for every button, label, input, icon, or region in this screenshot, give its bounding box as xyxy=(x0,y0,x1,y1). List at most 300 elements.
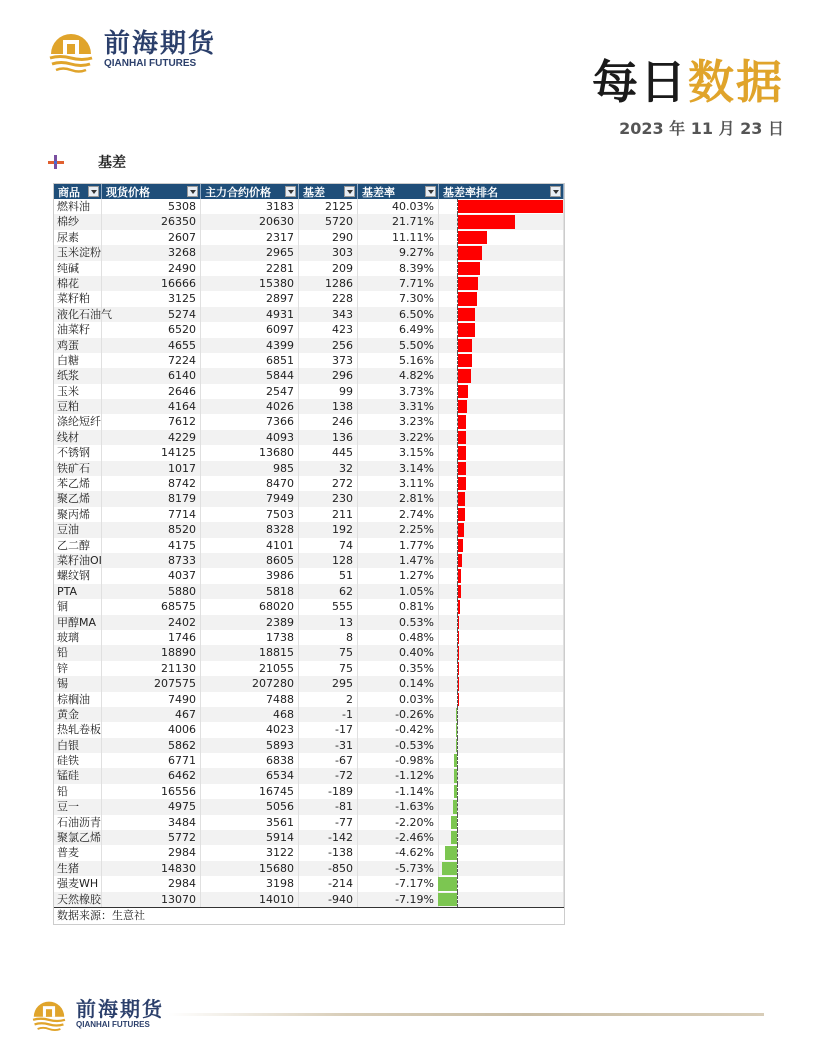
basis-cell: -77 xyxy=(299,815,358,830)
basis-rate-bar xyxy=(458,554,462,567)
basis-rate-cell: -0.26% xyxy=(358,707,439,722)
spot-price-cell: 8520 xyxy=(102,522,201,537)
table-row xyxy=(54,491,564,506)
basis-rate-bar xyxy=(438,893,457,906)
basis-rate-cell: 1.47% xyxy=(358,553,439,568)
table-row xyxy=(54,861,564,876)
table-row xyxy=(54,630,564,645)
basis-rate-bar xyxy=(445,846,457,859)
basis-rate-cell: 0.35% xyxy=(358,661,439,676)
basis-rank-cell xyxy=(439,661,564,676)
futures-price-cell: 3122 xyxy=(201,845,299,860)
futures-price-cell: 16745 xyxy=(201,784,299,799)
bar-axis xyxy=(457,845,458,860)
spot-price-cell: 3484 xyxy=(102,815,201,830)
basis-rate-bar xyxy=(458,523,464,536)
basis-rate-cell: 11.11% xyxy=(358,230,439,245)
spot-price-cell: 1746 xyxy=(102,630,201,645)
basis-rate-cell: 3.14% xyxy=(358,461,439,476)
basis-cell: 343 xyxy=(299,307,358,322)
basis-rate-cell: 0.14% xyxy=(358,676,439,691)
table-row xyxy=(54,261,564,276)
spot-price-cell: 4037 xyxy=(102,568,201,583)
futures-price-cell: 14010 xyxy=(201,892,299,907)
commodity-cell: 铅 xyxy=(54,784,102,799)
commodity-cell: PTA xyxy=(54,584,102,599)
basis-rate-bar xyxy=(458,662,459,675)
basis-rank-cell xyxy=(439,507,564,522)
table-row xyxy=(54,784,564,799)
commodity-cell: 尿素 xyxy=(54,230,102,245)
table-row xyxy=(54,476,564,491)
commodity-cell: 天然橡胶 xyxy=(54,892,102,907)
futures-price-cell: 5818 xyxy=(201,584,299,599)
commodity-cell: 白银 xyxy=(54,738,102,753)
basis-rate-cell: 3.23% xyxy=(358,414,439,429)
basis-rank-cell xyxy=(439,676,564,691)
basis-rank-cell xyxy=(439,461,564,476)
basis-rank-cell xyxy=(439,599,564,614)
table-row xyxy=(54,799,564,814)
basis-rank-cell xyxy=(439,276,564,291)
basis-cell: 246 xyxy=(299,414,358,429)
spot-price-cell: 2402 xyxy=(102,615,201,630)
basis-rate-bar xyxy=(458,246,482,259)
basis-cell: -142 xyxy=(299,830,358,845)
spot-price-cell: 4229 xyxy=(102,430,201,445)
basis-cell: -72 xyxy=(299,768,358,783)
basis-rank-cell xyxy=(439,384,564,399)
table-row xyxy=(54,538,564,553)
spot-price-cell: 5274 xyxy=(102,307,201,322)
futures-price-cell: 68020 xyxy=(201,599,299,614)
bar-axis xyxy=(457,722,458,737)
table-body xyxy=(54,199,564,907)
futures-price-cell: 4101 xyxy=(201,538,299,553)
spot-price-cell: 3268 xyxy=(102,245,201,260)
futures-price-cell: 15380 xyxy=(201,276,299,291)
filter-dropdown-icon[interactable] xyxy=(550,186,561,197)
basis-cell: -214 xyxy=(299,876,358,891)
spot-price-cell: 6140 xyxy=(102,368,201,383)
table-row xyxy=(54,199,564,214)
futures-price-cell: 7503 xyxy=(201,507,299,522)
basis-rank-cell xyxy=(439,291,564,306)
basis-rate-cell: -5.73% xyxy=(358,861,439,876)
basis-rate-cell: -7.19% xyxy=(358,892,439,907)
commodity-cell: 热轧卷板 xyxy=(54,722,102,737)
commodity-cell: 油菜籽 xyxy=(54,322,102,337)
basis-cell: -138 xyxy=(299,845,358,860)
spot-price-cell: 16666 xyxy=(102,276,201,291)
basis-rate-cell: 40.03% xyxy=(358,199,439,214)
basis-cell: 423 xyxy=(299,322,358,337)
table-row xyxy=(54,430,564,445)
filter-dropdown-icon[interactable] xyxy=(285,186,296,197)
basis-rate-cell: -4.62% xyxy=(358,845,439,860)
basis-rate-cell: 21.71% xyxy=(358,214,439,229)
basis-cell: 13 xyxy=(299,615,358,630)
table-row xyxy=(54,353,564,368)
futures-price-cell: 5056 xyxy=(201,799,299,814)
basis-rank-cell xyxy=(439,768,564,783)
basis-cell: 136 xyxy=(299,430,358,445)
basis-rate-cell: 0.40% xyxy=(358,645,439,660)
basis-rate-bar xyxy=(458,231,487,244)
table-row xyxy=(54,553,564,568)
futures-price-cell: 5914 xyxy=(201,830,299,845)
filter-dropdown-icon[interactable] xyxy=(425,186,436,197)
basis-rate-cell: -2.20% xyxy=(358,815,439,830)
futures-price-cell: 3198 xyxy=(201,876,299,891)
commodity-cell: 液化石油气 xyxy=(54,307,102,322)
futures-price-cell: 4399 xyxy=(201,338,299,353)
spot-price-cell: 5880 xyxy=(102,584,201,599)
spot-price-cell: 5308 xyxy=(102,199,201,214)
commodity-cell: 螺纹钢 xyxy=(54,568,102,583)
futures-price-cell: 6838 xyxy=(201,753,299,768)
basis-rank-cell xyxy=(439,338,564,353)
section-heading xyxy=(48,152,126,172)
basis-rank-cell xyxy=(439,876,564,891)
basis-rate-cell: 4.82% xyxy=(358,368,439,383)
basis-rate-bar xyxy=(451,816,457,829)
basis-rate-bar xyxy=(456,723,457,736)
spot-price-cell: 2984 xyxy=(102,876,201,891)
futures-price-cell: 7949 xyxy=(201,491,299,506)
basis-rate-cell: -1.12% xyxy=(358,768,439,783)
table-row xyxy=(54,214,564,229)
basis-rate-bar xyxy=(458,431,466,444)
spot-price-cell: 5772 xyxy=(102,830,201,845)
futures-price-cell: 5893 xyxy=(201,738,299,753)
commodity-cell: 苯乙烯 xyxy=(54,476,102,491)
commodity-cell: 聚氯乙烯 xyxy=(54,830,102,845)
commodity-cell: 燃料油 xyxy=(54,199,102,214)
section-title: 基差 xyxy=(98,155,126,171)
basis-rate-cell: -0.98% xyxy=(358,753,439,768)
commodity-cell: 涤纶短纤 xyxy=(54,414,102,429)
spot-price-cell: 1017 xyxy=(102,461,201,476)
footer-emblem-icon xyxy=(30,994,68,1032)
basis-rate-cell: 2.74% xyxy=(358,507,439,522)
table-row xyxy=(54,338,564,353)
basis-rate-cell: 0.03% xyxy=(358,692,439,707)
page-title-part2: 数据 xyxy=(688,55,784,109)
futures-price-cell: 18815 xyxy=(201,645,299,660)
basis-rank-cell xyxy=(439,815,564,830)
commodity-cell: 豆油 xyxy=(54,522,102,537)
futures-price-cell: 2281 xyxy=(201,261,299,276)
source-row xyxy=(54,907,564,924)
basis-rate-bar xyxy=(458,400,467,413)
futures-price-cell: 6534 xyxy=(201,768,299,783)
table-row xyxy=(54,384,564,399)
basis-rate-cell: 2.25% xyxy=(358,522,439,537)
basis-rate-bar xyxy=(458,477,466,490)
basis-rate-bar xyxy=(438,877,457,890)
commodity-cell: 玉米 xyxy=(54,384,102,399)
basis-rate-cell: -1.14% xyxy=(358,784,439,799)
spot-price-cell: 8733 xyxy=(102,553,201,568)
futures-price-cell: 2547 xyxy=(201,384,299,399)
commodity-cell: 不锈钢 xyxy=(54,445,102,460)
bar-axis xyxy=(457,707,458,722)
commodity-cell: 纯碱 xyxy=(54,261,102,276)
basis-cell: 230 xyxy=(299,491,358,506)
footer-divider xyxy=(168,1013,764,1016)
basis-cell: -850 xyxy=(299,861,358,876)
basis-rank-cell xyxy=(439,784,564,799)
spot-price-cell: 16556 xyxy=(102,784,201,799)
table-row xyxy=(54,322,564,337)
futures-price-cell: 3561 xyxy=(201,815,299,830)
basis-rank-cell xyxy=(439,630,564,645)
futures-price-cell: 6097 xyxy=(201,322,299,337)
futures-price-cell: 3986 xyxy=(201,568,299,583)
bar-axis xyxy=(457,876,458,891)
bar-axis xyxy=(457,892,458,907)
basis-rank-cell xyxy=(439,738,564,753)
basis-cell: 555 xyxy=(299,599,358,614)
table-row xyxy=(54,507,564,522)
spot-price-cell: 4006 xyxy=(102,722,201,737)
commodity-cell: 黄金 xyxy=(54,707,102,722)
basis-rate-cell: 3.31% xyxy=(358,399,439,414)
spot-price-cell: 7490 xyxy=(102,692,201,707)
basis-cell: 445 xyxy=(299,445,358,460)
spot-price-cell: 18890 xyxy=(102,645,201,660)
basis-rate-bar xyxy=(458,200,563,213)
commodity-cell: 玻璃 xyxy=(54,630,102,645)
basis-cell: 138 xyxy=(299,399,358,414)
futures-price-cell: 4093 xyxy=(201,430,299,445)
basis-rate-bar xyxy=(458,308,475,321)
spot-price-cell: 4175 xyxy=(102,538,201,553)
basis-rate-bar xyxy=(458,616,459,629)
basis-cell: 128 xyxy=(299,553,358,568)
basis-cell: -31 xyxy=(299,738,358,753)
futures-price-cell: 4023 xyxy=(201,722,299,737)
basis-rank-cell xyxy=(439,568,564,583)
basis-rank-cell xyxy=(439,584,564,599)
brand-name-en: QIANHAI FUTURES xyxy=(104,57,197,69)
basis-rate-cell: 6.50% xyxy=(358,307,439,322)
table-row xyxy=(54,522,564,537)
basis-rank-cell xyxy=(439,322,564,337)
table-row xyxy=(54,276,564,291)
basis-rate-cell: 0.53% xyxy=(358,615,439,630)
basis-rate-cell: 7.71% xyxy=(358,276,439,291)
table-row xyxy=(54,692,564,707)
futures-price-cell: 2897 xyxy=(201,291,299,306)
commodity-cell: 石油沥青 xyxy=(54,815,102,830)
bar-axis xyxy=(457,738,458,753)
futures-price-cell: 13680 xyxy=(201,445,299,460)
spot-price-cell: 8179 xyxy=(102,491,201,506)
basis-rank-cell xyxy=(439,707,564,722)
futures-price-cell: 7366 xyxy=(201,414,299,429)
basis-cell: 62 xyxy=(299,584,358,599)
spot-price-cell: 5862 xyxy=(102,738,201,753)
commodity-cell: 乙二醇 xyxy=(54,538,102,553)
basis-rate-bar xyxy=(453,800,457,813)
filter-dropdown-icon[interactable] xyxy=(187,186,198,197)
commodity-cell: 菜籽粕 xyxy=(54,291,102,306)
basis-cell: 32 xyxy=(299,461,358,476)
table-row xyxy=(54,645,564,660)
basis-rate-cell: 2.81% xyxy=(358,491,439,506)
basis-rank-cell xyxy=(439,491,564,506)
basis-rate-bar xyxy=(458,369,471,382)
basis-rank-cell xyxy=(439,214,564,229)
basis-rate-bar xyxy=(458,415,466,428)
basis-rate-cell: 9.27% xyxy=(358,245,439,260)
basis-rate-bar xyxy=(458,262,480,275)
basis-rate-bar xyxy=(454,754,457,767)
basis-rate-bar xyxy=(458,569,461,582)
commodity-cell: 铁矿石 xyxy=(54,461,102,476)
basis-rank-cell xyxy=(439,445,564,460)
basis-rate-bar xyxy=(458,292,477,305)
futures-price-cell: 8328 xyxy=(201,522,299,537)
basis-rank-cell xyxy=(439,230,564,245)
basis-cell: 75 xyxy=(299,661,358,676)
header-spot-price: 现货价格 xyxy=(102,184,201,199)
table-row xyxy=(54,876,564,891)
spot-price-cell: 7612 xyxy=(102,414,201,429)
spot-price-cell: 6520 xyxy=(102,322,201,337)
futures-price-cell: 985 xyxy=(201,461,299,476)
basis-rate-bar xyxy=(458,539,463,552)
table-row xyxy=(54,291,564,306)
spot-price-cell: 68575 xyxy=(102,599,201,614)
basis-rate-cell: 3.11% xyxy=(358,476,439,491)
futures-price-cell: 6851 xyxy=(201,353,299,368)
basis-rate-bar xyxy=(454,785,457,798)
spot-price-cell: 7224 xyxy=(102,353,201,368)
basis-cell: 303 xyxy=(299,245,358,260)
bar-axis xyxy=(457,753,458,768)
basis-rank-cell xyxy=(439,368,564,383)
table-row xyxy=(54,230,564,245)
basis-cell: 74 xyxy=(299,538,358,553)
basis-cell: 2 xyxy=(299,692,358,707)
commodity-cell: 棕榈油 xyxy=(54,692,102,707)
basis-rate-cell: -0.53% xyxy=(358,738,439,753)
table-row xyxy=(54,584,564,599)
basis-cell: 272 xyxy=(299,476,358,491)
basis-cell: 211 xyxy=(299,507,358,522)
basis-rate-bar xyxy=(458,277,478,290)
basis-rank-cell xyxy=(439,753,564,768)
commodity-cell: 聚乙烯 xyxy=(54,491,102,506)
header-basis-rate: 基差率 xyxy=(358,184,439,199)
futures-price-cell: 20630 xyxy=(201,214,299,229)
basis-rank-cell xyxy=(439,799,564,814)
page-title xyxy=(592,46,784,112)
futures-price-cell: 21055 xyxy=(201,661,299,676)
filter-dropdown-icon[interactable] xyxy=(344,186,355,197)
section-bullet-icon xyxy=(48,155,64,169)
commodity-cell: 锌 xyxy=(54,661,102,676)
brand-logo xyxy=(46,24,216,74)
source-note: 数据来源：生意社 xyxy=(57,908,145,922)
basis-rate-cell: 1.05% xyxy=(358,584,439,599)
commodity-cell: 白糖 xyxy=(54,353,102,368)
basis-rate-cell: 3.73% xyxy=(358,384,439,399)
header-commodity: 商品 xyxy=(54,184,102,199)
bar-axis xyxy=(457,830,458,845)
basis-cell: 290 xyxy=(299,230,358,245)
report-date: 2023 年 11 月 23 日 xyxy=(619,119,784,138)
basis-rate-bar xyxy=(458,354,472,367)
table-header xyxy=(54,184,564,199)
spot-price-cell: 2984 xyxy=(102,845,201,860)
basis-rank-cell xyxy=(439,845,564,860)
basis-rank-cell xyxy=(439,522,564,537)
futures-price-cell: 207280 xyxy=(201,676,299,691)
spot-price-cell: 2646 xyxy=(102,384,201,399)
basis-rank-cell xyxy=(439,353,564,368)
table-row xyxy=(54,307,564,322)
table-row xyxy=(54,845,564,860)
spot-price-cell: 2607 xyxy=(102,230,201,245)
table-row xyxy=(54,661,564,676)
filter-dropdown-icon[interactable] xyxy=(88,186,99,197)
basis-rate-cell: 0.81% xyxy=(358,599,439,614)
table-row xyxy=(54,830,564,845)
basis-rate-cell: 7.30% xyxy=(358,291,439,306)
table-row xyxy=(54,245,564,260)
basis-rate-bar xyxy=(458,693,459,706)
spot-price-cell: 207575 xyxy=(102,676,201,691)
basis-rate-cell: 3.22% xyxy=(358,430,439,445)
footer-brand-cn: 前海期货 xyxy=(76,996,164,1021)
commodity-cell: 硅铁 xyxy=(54,753,102,768)
basis-cell: 8 xyxy=(299,630,358,645)
spot-price-cell: 8742 xyxy=(102,476,201,491)
spot-price-cell: 3125 xyxy=(102,291,201,306)
futures-price-cell: 4026 xyxy=(201,399,299,414)
futures-price-cell: 468 xyxy=(201,707,299,722)
futures-price-cell: 2965 xyxy=(201,245,299,260)
basis-cell: -940 xyxy=(299,892,358,907)
futures-price-cell: 2317 xyxy=(201,230,299,245)
futures-price-cell: 2389 xyxy=(201,615,299,630)
bar-axis xyxy=(457,815,458,830)
basis-cell: -81 xyxy=(299,799,358,814)
commodity-cell: 线材 xyxy=(54,430,102,445)
basis-cell: 209 xyxy=(299,261,358,276)
basis-rank-cell xyxy=(439,615,564,630)
basis-cell: 1286 xyxy=(299,276,358,291)
basis-cell: -189 xyxy=(299,784,358,799)
basis-rank-cell xyxy=(439,245,564,260)
basis-rate-bar xyxy=(458,462,466,475)
basis-rank-cell xyxy=(439,861,564,876)
spot-price-cell: 6771 xyxy=(102,753,201,768)
basis-rate-cell: 6.49% xyxy=(358,322,439,337)
brand-name-cn: 前海期货 xyxy=(104,28,217,59)
basis-cell: -1 xyxy=(299,707,358,722)
basis-rate-bar xyxy=(458,385,468,398)
table-row xyxy=(54,445,564,460)
basis-rate-cell: -0.42% xyxy=(358,722,439,737)
commodity-cell: 普麦 xyxy=(54,845,102,860)
basis-rank-cell xyxy=(439,692,564,707)
basis-cell: 296 xyxy=(299,368,358,383)
